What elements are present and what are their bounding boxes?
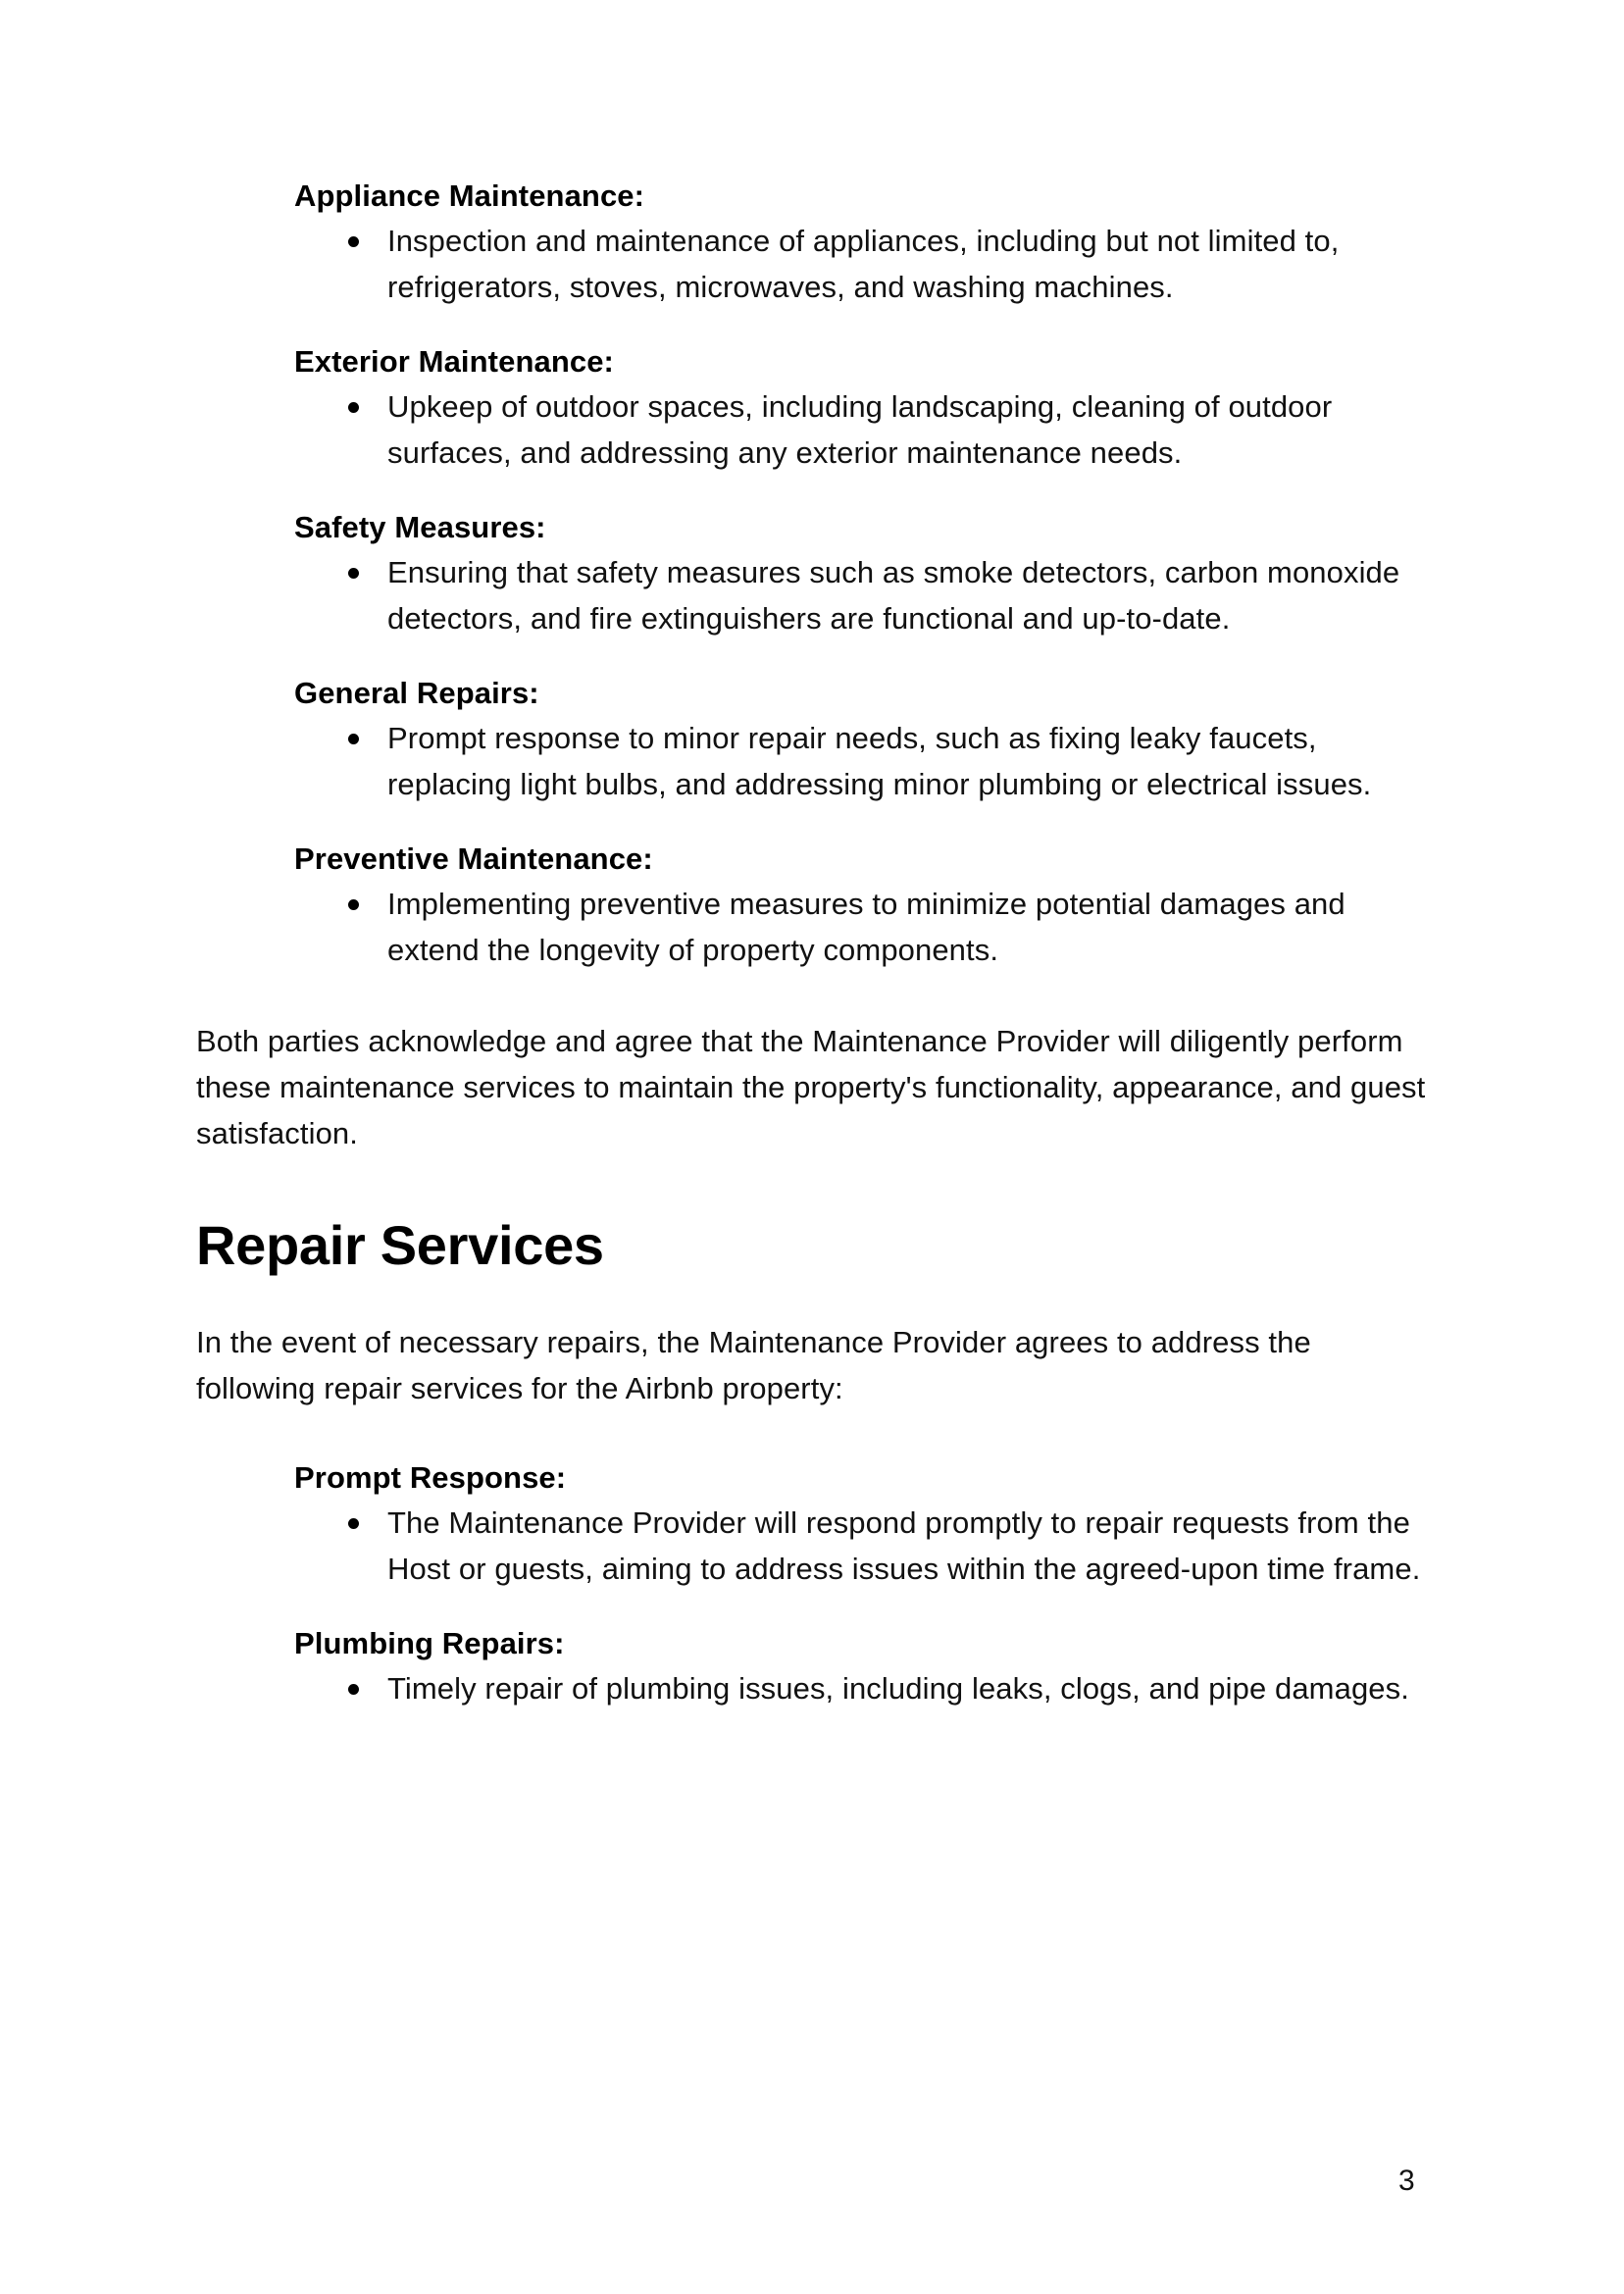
list-item [348,383,1434,476]
list-item-text: Implementing preventive measures to minimize potential damages and extend the longevity of property components. [387,887,1345,967]
section-bullet-list [348,881,1434,973]
list-item [348,218,1434,310]
list-item [348,881,1434,973]
section-general-repairs [196,672,1434,807]
list-item [348,1665,1434,1711]
list-item-text: The Maintenance Provider will respond promptly to repair requests from the Host or guests, aiming to address issues within the agreed-upon time frame. [387,1505,1421,1586]
list-item [348,1500,1434,1592]
section-appliance-maintenance [196,175,1434,310]
section-bullet-list [348,1665,1434,1711]
section-plumbing-repairs [196,1622,1434,1711]
bullet-dot-icon [348,1684,359,1695]
list-item [348,715,1434,807]
section-bullet-list [348,383,1434,476]
section-prompt-response [196,1456,1434,1592]
section-safety-measures [196,506,1434,641]
section-heading: Safety Measures: [294,510,546,544]
section-bullet-list [348,549,1434,641]
list-item [348,549,1434,641]
list-item-text: Timely repair of plumbing issues, including leaks, clogs, and pipe damages. [387,1671,1409,1706]
section-bullet-list [348,218,1434,310]
bullet-dot-icon [348,734,359,744]
page-number: 3 [1398,2165,1415,2197]
section-heading: General Repairs: [294,676,539,710]
section-bullet-list [348,1500,1434,1592]
list-item-text: Inspection and maintenance of appliances, including but not limited to, refrigerators, stoves, microwaves, and washing machines. [387,224,1340,304]
section-heading: Plumbing Repairs: [294,1626,565,1660]
document-content [196,175,1434,1711]
list-item-text: Prompt response to minor repair needs, such as fixing leaky faucets, replacing light bulbs, and addressing minor plumbing or electrical issues. [387,721,1372,801]
spacer [196,1411,1434,1456]
section-heading: Appliance Maintenance: [294,178,645,213]
section-exterior-maintenance [196,340,1434,476]
list-item-text: Ensuring that safety measures such as smoke detectors, carbon monoxide detectors, and fire extinguishers are functional and up-to-date. [387,555,1400,636]
maintenance-closing-paragraph: Both parties acknowledge and agree that the Maintenance Provider will diligently perform these maintenance services to maintain the property's functionality, appearance, and guest satisfaction. [196,1024,1426,1150]
section-heading: Preventive Maintenance: [294,841,653,876]
bullet-dot-icon [348,236,359,247]
section-bullet-list [348,715,1434,807]
page-title-repair-services: Repair Services [196,1214,604,1276]
bullet-dot-icon [348,899,359,910]
bullet-dot-icon [348,1518,359,1529]
section-preventive-maintenance [196,838,1434,973]
section-heading: Prompt Response: [294,1460,567,1495]
repair-services-intro-paragraph: In the event of necessary repairs, the Maintenance Provider agrees to address the following repair services for the Airbnb property: [196,1325,1311,1405]
bullet-dot-icon [348,568,359,579]
bullet-dot-icon [348,402,359,413]
list-item-text: Upkeep of outdoor spaces, including landscaping, cleaning of outdoor surfaces, and addressing any exterior maintenance needs. [387,389,1333,470]
section-heading: Exterior Maintenance: [294,344,614,379]
